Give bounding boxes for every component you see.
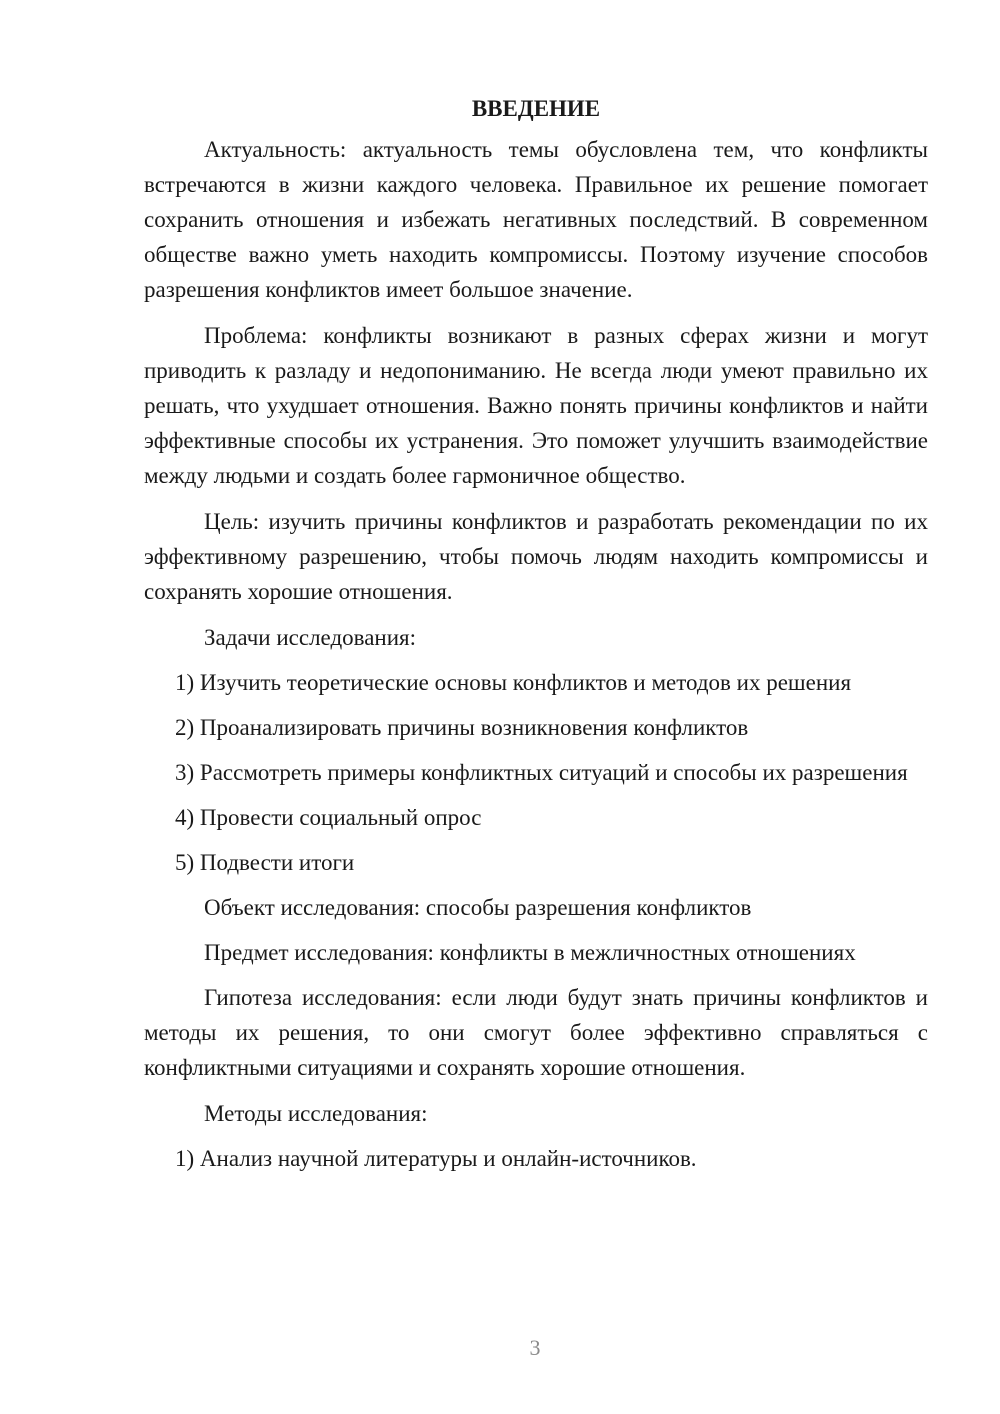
relevance-paragraph: Актуальность: актуальность темы обусловлена тем, что конфликты встречаются в жизни каждого человека. Правильное их решение помогает сохранить отношения и избежать негативных последствий. В современном обществе важно уметь находить компромиссы. Поэтому изучение способов разрешения конфликтов имеет большое значение.: [144, 137, 928, 302]
problem-paragraph: Проблема: конфликты возникают в разных сферах жизни и могут приводить к разладу и недопониманию. Не всегда люди умеют правильно их решать, что ухудшает отношения. Важно понять причины конфликтов и найти эффективные способы их устранения. Это поможет улучшить взаимодействие между людьми и создать более гармоничное общество.: [144, 323, 928, 488]
methods-heading: Методы исследования:: [204, 1101, 428, 1126]
hypothesis-paragraph: Гипотеза исследования: если люди будут знать причины конфликтов и методы их решения, то они смогут более эффективно справляться с конфликтными ситуациями и сохранять хорошие отношения.: [144, 985, 928, 1080]
task-item-1: 1) Изучить теоретические основы конфликтов и методов их решения: [175, 670, 852, 695]
page-number: 3: [529, 1335, 541, 1360]
task-item-4: 4) Провести социальный опрос: [175, 805, 482, 830]
method-item-1: 1) Анализ научной литературы и онлайн-источников.: [175, 1146, 697, 1171]
research-object: Объект исследования: способы разрешения конфликтов: [204, 895, 752, 920]
research-subject: Предмет исследования: конфликты в межличностных отношениях: [204, 940, 856, 965]
task-item-2: 2) Проанализировать причины возникновения конфликтов: [175, 715, 749, 740]
section-title: ВВЕДЕНИЕ: [471, 96, 601, 121]
task-item-5: 5) Подвести итоги: [175, 850, 355, 875]
tasks-heading: Задачи исследования:: [204, 625, 417, 650]
document-body: [144, 90, 928, 1186]
task-item-3: 3) Рассмотреть примеры конфликтных ситуаций и способы их разрешения: [175, 760, 908, 785]
goal-paragraph: Цель: изучить причины конфликтов и разработать рекомендации по их эффективному разрешению, чтобы помочь людям находить компромиссы и сохранять хорошие отношения.: [144, 509, 928, 604]
